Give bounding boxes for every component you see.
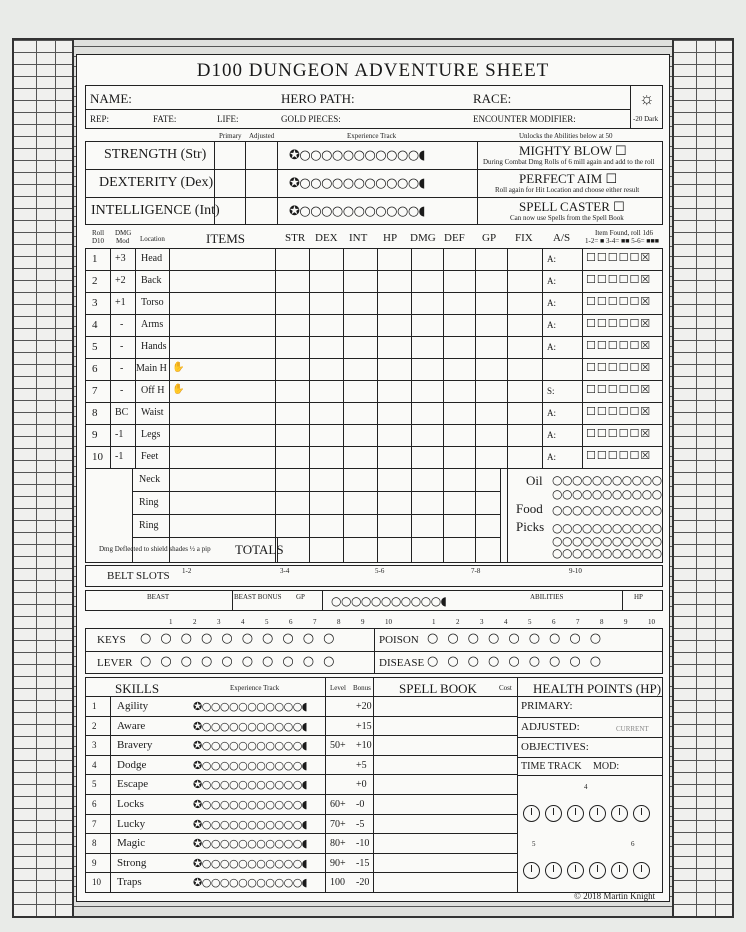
damage-checkboxes[interactable]: ☐☐☐☐☐☒ [586, 317, 652, 330]
col-str: STR [285, 232, 306, 244]
item-slot[interactable] [170, 337, 507, 357]
damage-checkboxes[interactable]: ☐☐☐☐☐☒ [586, 449, 652, 462]
location-feet: Feet [141, 451, 159, 462]
col-def: DEF [444, 232, 465, 244]
ability-checkbox[interactable]: PERFECT AIM ☐ [519, 171, 618, 186]
spell-slot[interactable] [374, 755, 516, 774]
location-head: Head [141, 253, 163, 264]
left-pillar [12, 38, 74, 918]
skill-exp-track[interactable]: ✪○○○○○○○○○○○◖ [193, 778, 308, 792]
damage-checkboxes[interactable]: ☐☐☐☐☐☒ [586, 251, 652, 264]
belt-slot[interactable] [471, 566, 561, 586]
belt-slot[interactable] [280, 566, 370, 586]
fate-field[interactable]: FATE: [153, 114, 177, 124]
spell-book-header: SPELL BOOK [399, 681, 477, 696]
col-as: A/S [553, 232, 571, 244]
damage-checkboxes[interactable]: ☐☐☐☐☐☒ [586, 427, 652, 440]
spell-slot[interactable] [374, 814, 516, 833]
skill-exp-track[interactable]: ✪○○○○○○○○○○○◖ [193, 719, 308, 733]
col-int: INT [349, 232, 368, 244]
name-field[interactable]: NAME: [90, 91, 132, 106]
damage-checkboxes[interactable]: ☐☐☐☐☐☒ [586, 383, 652, 396]
spell-slot[interactable] [374, 794, 516, 813]
location-legs: Legs [141, 429, 161, 440]
time-track-row-2[interactable] [523, 862, 655, 884]
item-slot[interactable] [170, 271, 507, 291]
time-mod[interactable]: MOD: [593, 761, 620, 772]
damage-checkboxes[interactable]: ☐☐☐☐☐☒ [586, 405, 652, 418]
spell-slot[interactable] [374, 833, 516, 852]
hp-header: HEALTH POINTS (HP) [533, 681, 662, 696]
skill-magic: Magic [117, 837, 146, 850]
skill-agility: Agility [117, 700, 149, 712]
skill-exp-track[interactable]: ✪○○○○○○○○○○○◖ [193, 739, 308, 753]
location-neck: Neck [139, 474, 161, 485]
spell-slot[interactable] [374, 853, 516, 872]
skills-header: SKILLS [115, 681, 160, 696]
belt-slot[interactable] [569, 566, 659, 586]
skill-exp-track[interactable]: ✪○○○○○○○○○○○◖ [193, 837, 308, 851]
location-ring: Ring [139, 520, 159, 531]
hand-icon: ✋ [172, 362, 185, 373]
hp-primary[interactable]: PRIMARY: [521, 700, 573, 712]
location-hands: Hands [141, 341, 167, 352]
belt-slot[interactable] [375, 566, 465, 586]
skill-exp-track[interactable]: ✪○○○○○○○○○○○◖ [193, 876, 308, 890]
lever-track[interactable]: ○○○○○○○○○○ [140, 654, 344, 669]
stat-exp-track[interactable]: ✪○○○○○○○○○○○◖ [289, 176, 426, 191]
col-fix: FIX [515, 232, 533, 244]
skill-locks: Locks [117, 798, 144, 810]
stat-label: DEXTERITY (Dex) [99, 175, 214, 190]
right-pillar [672, 38, 734, 918]
encounter-modifier[interactable]: ENCOUNTER MODIFIER: [473, 114, 576, 124]
adventure-sheet: D100 DUNGEON ADVENTURE SHEET NAME: HERO PATH: RACE: ☼ REP: FATE: LIFE: GOLD PIECES: ENCOUNTER MODIFIER: -20 Dark Primary Adjusted Experience Track Unlocks the Abilities below at 50 STRENGTH (Str) ✪○○○○○○○○○○○◖ MIGHTY BLOW ☐ During Combat Dmg Rolls of 6 mill again and add to the roll DEXTERITY (Dex) ✪○○○○○○○○○○○◖ PERFECT AIM ☐ Roll again for Hit Location and choose either result INTELLIGENCE (Int) ✪○○○○○○○○○○○◖ SPELL CASTER ☐ Can now use Spells from the Spell Book Roll D10 DMG Mod Location ITEMS STR DEX INT HP DMG DEF GP FIX A/S Item Found, roll 1d6 1-2= ■ 3-4= ■■ 5-6= ■■■ 1 +3 Head A: ☐☐☐☐☐☒ 2 +2 Back A: ☐☐☐☐☐☒ 3 +1 Torso A: ☐☐☐☐☐☒ 4 - Arms A: ☐☐☐☐☐☒ 5 - Hands A: ☐☐☐☐☐☒ 6 - Main H ☐☐☐☐☐☒ ✋ 7 - Off H S: ☐☐☐☐☐☒ ✋ 8 BC Waist A: ☐☐☐☐☐☒ 9 -1 Legs A: ☐☐☐☐☐☒ 10 -1 Feet A: ☐☐☐☐☐☒ Neck Ring Ring Dmg Deflected to shield shades ½ a pip TOTALS Oil ○○○○○○○○○○○ ○○○○○○○○○○○ Food ○○○○○○○○○○○ Picks ○○○○○○○○○○○ ○○○○○○○○○○○ ○○○○○○○○○○○ BELT SLOTS 1-2 3-4 5-6 7-8 9-10 BEAST BEAST BONUS GP ○○○○○○○○○○○◖ ABILITIES HP 1 1 2 2 3 3 4 4 5 5 6 6 7 7 8 8 9 9 10 10 KEYS LEVER POISON DISEASE ○○○○○○○○○○ ○○○○○○○○○○ ○○○○○○○○○ ○○○○○○○○○ SKILLS Experience Track Level Bonus SPELL BOOK Cost 1 Agility ✪○○○○○○○○○○○◖ +20 2 Aware ✪○○○○○○○○○○○◖ +15 3 Bravery ✪○○○○○○○○○○○◖ 50+ +10 4 Dodge ✪○○○○○○○○○○○◖ +5 5 Escape ✪○○○○○○○○○○○◖ +0 6 Locks ✪○○○○○○○○○○○◖ 60+ -0 7 Lucky ✪○○○○○○○○○○○◖ 70+ -5 8 Magic ✪○○○○○○○○○○○◖ 80+ -10 9 Strong ✪○○○○○○○○○○○◖ 90+ -15 10 Traps ✪○○○○○○○○○○○◖ 100 -20 HEALTH POINTS (HP) PRIMARY: ADJUSTED: CURRENT OBJECTIVES: TIME TRACK MOD: 4 5 6 © 2018 Martin Knight [76, 54, 670, 902]
oil-track[interactable]: ○○○○○○○○○○○ [552, 473, 662, 487]
item-slot[interactable] [170, 359, 507, 379]
gold-field[interactable]: GOLD PIECES: [281, 114, 341, 124]
stat-label: STRENGTH (Str) [104, 147, 207, 162]
skill-escape: Escape [117, 778, 149, 791]
skill-exp-track[interactable]: ✪○○○○○○○○○○○◖ [193, 700, 308, 713]
skill-traps: Traps [117, 876, 142, 889]
damage-checkboxes[interactable]: ☐☐☐☐☐☒ [586, 273, 652, 286]
hand-icon: ✋ [172, 384, 185, 395]
disease-track[interactable]: ○○○○○○○○○ [427, 654, 611, 669]
col-gp: GP [482, 232, 497, 244]
dark-modifier: -20 Dark [633, 115, 659, 123]
location-torso: Torso [141, 297, 164, 308]
keys-track[interactable]: ○○○○○○○○○○ [140, 631, 344, 646]
time-track-row-1[interactable] [523, 805, 655, 827]
totals-label: TOTALS [235, 542, 284, 557]
location-off-h: Off H [141, 385, 165, 396]
hp-adjusted[interactable]: ADJUSTED: [521, 721, 580, 733]
item-slot[interactable] [170, 315, 507, 335]
stat-exp-track[interactable]: ✪○○○○○○○○○○○◖ [289, 204, 426, 219]
location-waist: Waist [141, 407, 164, 418]
item-slot[interactable] [170, 403, 507, 423]
col-hp: HP [383, 232, 398, 244]
col-dmg: DMG [410, 232, 436, 244]
spell-slot[interactable] [374, 696, 516, 715]
skill-exp-track[interactable]: ✪○○○○○○○○○○○◖ [193, 798, 308, 811]
skill-bravery: Bravery [117, 739, 153, 752]
skill-exp-track[interactable]: ✪○○○○○○○○○○○◖ [193, 856, 308, 870]
items-header: ITEMS [206, 231, 245, 246]
location-arms: Arms [141, 319, 164, 330]
spell-slot[interactable] [374, 735, 516, 754]
item-slot[interactable] [170, 447, 507, 467]
item-slot[interactable] [170, 249, 507, 269]
spell-slot[interactable] [374, 716, 516, 735]
sun-icon: ☼ [639, 89, 655, 108]
ability-checkbox[interactable]: SPELL CASTER ☐ [519, 199, 625, 214]
life-field[interactable]: LIFE: [217, 114, 239, 124]
skill-exp-track[interactable]: ✪○○○○○○○○○○○◖ [193, 817, 308, 831]
spell-slot[interactable] [374, 872, 516, 891]
objectives-field[interactable]: OBJECTIVES: [521, 741, 589, 753]
hero-path-field[interactable]: HERO PATH: [281, 91, 355, 106]
copyright: © 2018 Martin Knight [574, 891, 656, 901]
stat-label: INTELLIGENCE (Int) [91, 203, 220, 218]
race-field[interactable]: RACE: [473, 91, 512, 106]
poison-track[interactable]: ○○○○○○○○○ [427, 631, 611, 646]
location-ring: Ring [139, 497, 159, 508]
item-slot[interactable] [170, 425, 507, 445]
belt-slot[interactable] [182, 566, 272, 586]
damage-checkboxes[interactable]: ☐☐☐☐☐☒ [586, 361, 652, 374]
col-dex: DEX [315, 232, 338, 244]
stat-exp-track[interactable]: ✪○○○○○○○○○○○◖ [289, 148, 426, 163]
picks-track[interactable]: ○○○○○○○○○○○ [552, 521, 662, 535]
skill-dodge: Dodge [117, 758, 147, 771]
sheet-title: D100 DUNGEON ADVENTURE SHEET [196, 60, 550, 81]
location-main-h: Main H [136, 363, 167, 374]
damage-checkboxes[interactable]: ☐☐☐☐☐☒ [586, 295, 652, 308]
rep-field[interactable]: REP: [90, 114, 110, 124]
skill-strong: Strong [117, 856, 147, 869]
beast-track[interactable]: ○○○○○○○○○○○◖ [331, 594, 447, 608]
spell-slot[interactable] [374, 774, 516, 793]
damage-checkboxes[interactable]: ☐☐☐☐☐☒ [586, 339, 652, 352]
skill-lucky: Lucky [117, 817, 146, 830]
skill-aware: Aware [117, 719, 146, 732]
item-slot[interactable] [170, 293, 507, 313]
skill-exp-track[interactable]: ✪○○○○○○○○○○○◖ [193, 758, 308, 772]
food-track[interactable]: ○○○○○○○○○○○ [552, 503, 662, 517]
item-slot[interactable] [170, 381, 507, 401]
ability-checkbox[interactable]: MIGHTY BLOW ☐ [519, 143, 627, 158]
location-back: Back [141, 275, 162, 286]
